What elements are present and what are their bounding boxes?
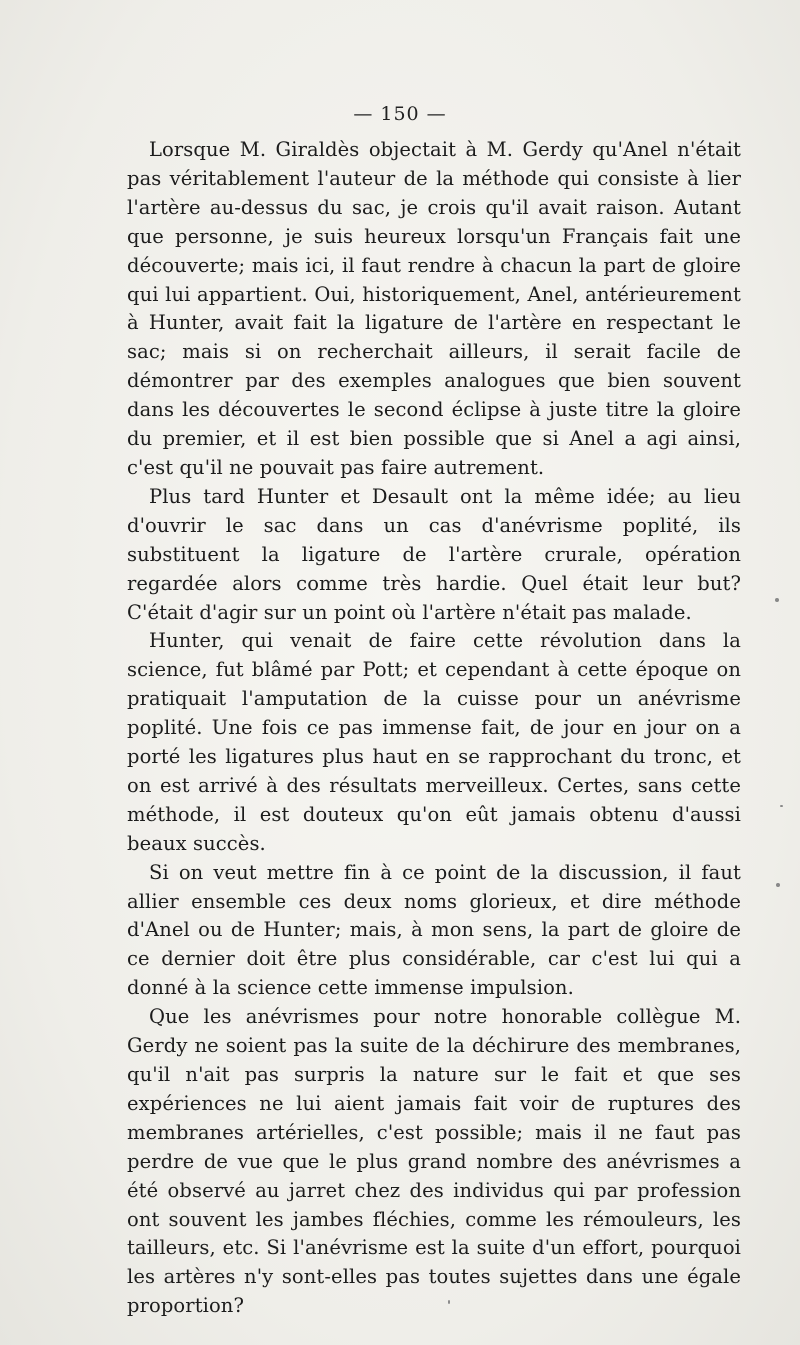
paragraph: Lorsque M. Giraldès objectait à M. Gerdy qu'Anel n'était pas véritablement l'auteur de la méthode qui consiste à lier l'artère au-dessus du sac, je crois qu'il avait raison. Autant que personne, je suis heureux lorsqu'un Français fait une découverte; mais ici, il faut rendre à chacun la part de gloire qui lui appartient. Oui, historiquement, Anel, antérieurement à Hunter, avait fait la ligature de l'artère en respectant le sac; mais si on recherchait ailleurs, il serait facile de démontrer par des exemples analogues que bien souvent dans les découvertes le second éclipse à juste titre la gloire du premier, et il est bien possible que si Anel a agi ainsi, c'est qu'il ne pouvait pas faire autrement. (127, 138, 741, 479)
body-text (127, 136, 741, 1321)
paragraph: Si on veut mettre fin à ce point de la discussion, il faut allier ensemble ces deux noms glorieux, et dire méthode d'Anel ou de Hunter; mais, à mon sens, la part de gloire de ce dernier doit être plus considérable, car c'est lui qui a donné à la science cette immense impulsion. (127, 860, 741, 1000)
paragraph: Que les anévrismes pour notre honorable collègue M. Gerdy ne soient pas la suite de la déchirure des membranes, qu'il n'ait pas surpris la nature sur le fait et que ses expériences ne lui aient jamais fait voir de ruptures des membranes artérielles, c'est possible; mais il ne faut pas perdre de vue que le plus grand nombre des anévrismes a été observé au jarret chez des individus qui par profession ont souvent les jambes fléchies, comme les rémouleurs, les tailleurs, etc. Si l'anévrisme est la suite d'un effort, pourquoi les artères n'y sont-elles pas toutes sujettes dans une égale proportion? (127, 1005, 741, 1318)
speck (776, 883, 780, 887)
speck (780, 805, 783, 807)
page-number: — 150 — (353, 103, 447, 125)
paragraph: Hunter, qui venait de faire cette révolution dans la science, fut blâmé par Pott; et cependant à cette époque on pratiquait l'amputation de la cuisse pour un anévrisme poplité. Une fois ce pas immense fait, de jour en jour on a porté les ligatures plus haut en se rapprochant du tronc, et on est arrivé à des résultats merveilleux. Certes, sans cette méthode, il est douteux qu'on eût jamais obtenu d'aussi beaux succès. (127, 629, 741, 855)
speck (775, 598, 779, 602)
paragraph: Plus tard Hunter et Desault ont la même idée; au lieu d'ouvrir le sac dans un cas d'anévrisme poplité, ils substituent la ligature de l'artère crurale, opération regardée alors comme très hardie. Quel était leur but? C'était d'agir sur un point où l'artère n'était pas malade. (127, 484, 741, 624)
